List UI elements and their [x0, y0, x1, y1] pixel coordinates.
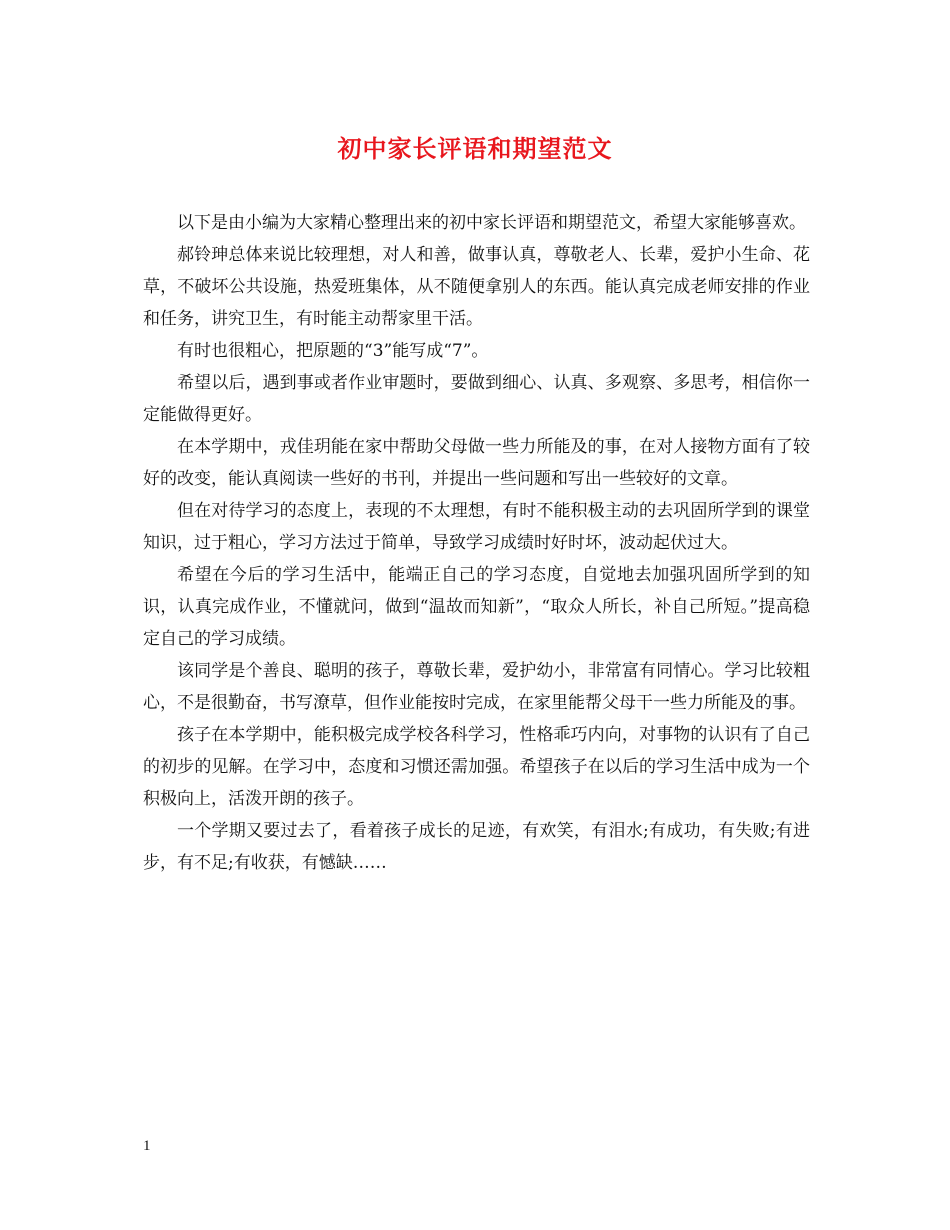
page-number: 1	[143, 1138, 151, 1154]
paragraph: 该同学是个善良、聪明的孩子，尊敬长辈，爱护幼小，非常富有同情心。学习比较粗心，不是很勤奋，书写潦草，但作业能按时完成，在家里能帮父母干一些力所能及的事。	[143, 661, 810, 713]
paragraph: 以下是由小编为大家精心整理出来的初中家长评语和期望范文，希望大家能够喜欢。	[177, 213, 806, 233]
paragraph: 在本学期中，戎佳玥能在家中帮助父母做一些力所能及的事，在对人接物方面有了较好的改变，能认真阅读一些好的书刊，并提出一些问题和写出一些较好的文章。	[143, 437, 810, 489]
paragraph: 孩子在本学期中，能积极完成学校各科学习，性格乖巧内向，对事物的认识有了自己的初步的见解。在学习中，态度和习惯还需加强。希望孩子在以后的学习生活中成为一个积极向上，活泼开朗的孩子。	[143, 725, 810, 809]
document-title: 初中家长评语和期望范文	[337, 134, 613, 163]
paragraph: 有时也很粗心，把原题的“3”能写成“7”。	[177, 341, 489, 361]
paragraph: 但在对待学习的态度上，表现的不太理想，有时不能积极主动的去巩固所学到的课堂知识，过于粗心，学习方法过于简单，导致学习成绩时好时坏，波动起伏过大。	[143, 501, 810, 553]
paragraph: 郝铃珅总体来说比较理想，对人和善，做事认真，尊敬老人、长辈，爱护小生命、花草，不破坏公共设施，热爱班集体，从不随便拿别人的东西。能认真完成老师安排的作业和任务，讲究卫生，有时能主动帮家里干活。	[143, 245, 810, 329]
paragraph: 希望以后，遇到事或者作业审题时，要做到细心、认真、多观察、多思考，相信你一定能做得更好。	[143, 373, 810, 425]
paragraph: 希望在今后的学习生活中，能端正自己的学习态度，自觉地去加强巩固所学到的知识，认真完成作业，不懂就问，做到“温故而知新”，“取众人所长，补自己所短。”提高稳定自己的学习成绩。	[143, 565, 810, 649]
document-body	[143, 207, 810, 879]
paragraph: 一个学期又要过去了，看着孩子成长的足迹，有欢笑，有泪水;有成功，有失败;有进步，有不足;有收获，有憾缺……	[143, 821, 810, 873]
